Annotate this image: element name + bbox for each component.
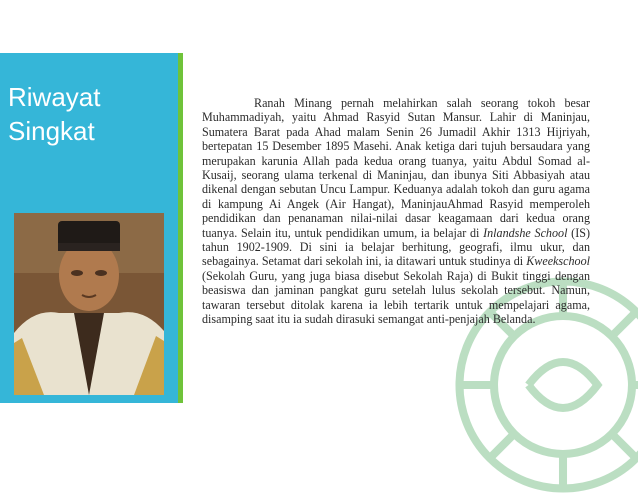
slide-title xyxy=(8,80,100,148)
accent-bar xyxy=(178,53,183,403)
school-name-inlandshe: Inlandshe School xyxy=(483,226,567,240)
title-sidebar xyxy=(0,53,178,403)
person-portrait-icon xyxy=(14,213,164,395)
school-name-kweekschool: Kweekschool xyxy=(526,254,590,268)
text-segment-3: (Sekolah Guru, yang juga biasa disebut Sekolah Raja) di Bukit tinggi dengan beasiswa dan jaminan pangkat guru setelah lulus sekolah tersebut. Namun, tawaran tersebut ditolak karena ia lebih tertarik untuk mempelajari agama, disamping saat itu ia sudah dirasuki semangat anti-penjajah Belanda. xyxy=(202,269,590,326)
portrait-image xyxy=(14,213,164,395)
biography-paragraph xyxy=(202,96,590,327)
biography-text xyxy=(202,96,590,327)
text-segment-1: Ranah Minang pernah melahirkan salah seorang tokoh besar Muhammadiyah, yaitu Ahmad Rasyid Sutan Mansur. Lahir di Maninjau, Sumatera Barat pada Ahad malam Senin 26 Jumadil Akhir 1313 Hijriyah, bertepatan 15 Desember 1895 Masehi. Anak ketiga dari tujuh bersaudara yang merupakan karunia Allah pada kedua orang tuanya, yaitu Abdul Somad al-Kusaij, seorang ulama terkenal di Maninjau, dan ibunya Siti Abbasiyah atau dikenal dengan sebutan Uncu Lampur. Keduanya adalah tokoh dan guru agama di kampung Ai Angek (Air Hangat), ManinjauAhmad Rasyid memperoleh pendidikan dan penanaman nilai-nilai dasar keagamaan dari kedua orang tuanya. Selain itu, untuk pendidikan umum, ia belajar di xyxy=(202,96,590,240)
text-segment-2: (IS) tahun 1902-1909. Di sini ia belajar berhitung, geografi, ilmu ukur, dan sebagainya. Setamat dari sekolah ini, ia ditawari untuk studinya di xyxy=(202,226,590,269)
title-line-2: Singkat xyxy=(8,114,100,148)
title-line-1: Riwayat xyxy=(8,80,100,114)
